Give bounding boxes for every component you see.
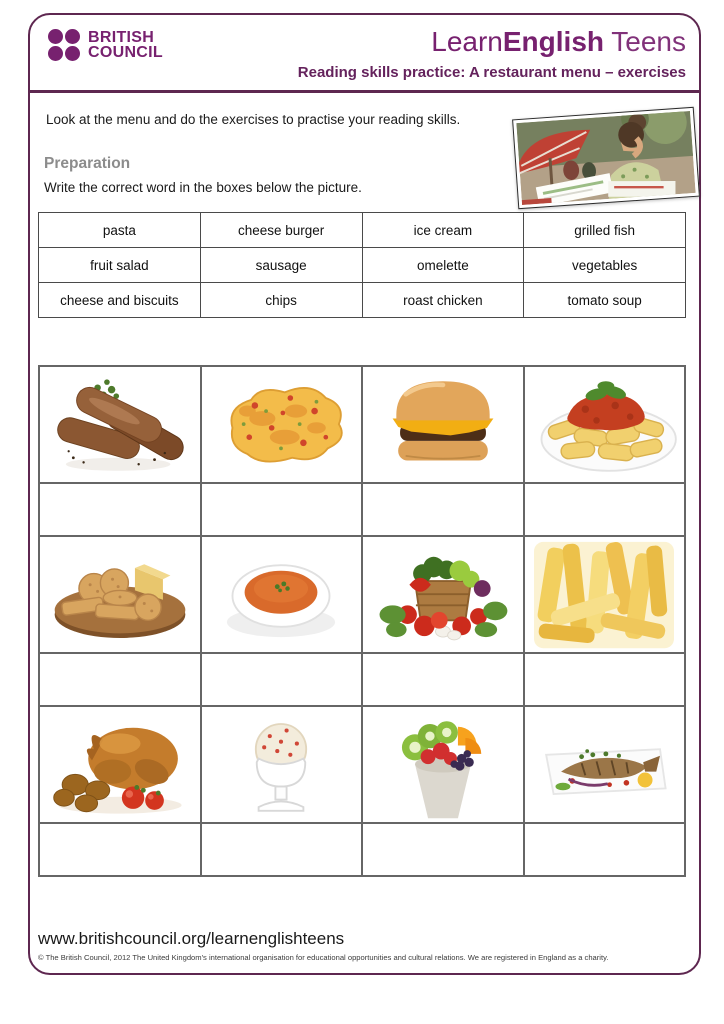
brand-english: English <box>502 26 604 57</box>
food-image-cell <box>524 706 686 823</box>
image-row <box>39 366 685 483</box>
cafe-photo <box>512 107 700 209</box>
omelette-image <box>206 370 356 482</box>
answer-box[interactable] <box>201 483 363 536</box>
logo-line-2: COUNCIL <box>88 44 163 61</box>
food-image-cell <box>524 536 686 653</box>
word-table <box>38 212 686 318</box>
word-cell: fruit salad <box>39 248 201 283</box>
food-image-cell <box>201 706 363 823</box>
answer-row <box>39 483 685 536</box>
food-image-cell <box>39 536 201 653</box>
word-cell: cheese burger <box>200 213 362 248</box>
cheese-burger-image <box>368 370 518 482</box>
food-image-cell <box>362 536 524 653</box>
chips-image <box>529 540 679 652</box>
food-image-cell <box>39 706 201 823</box>
word-cell: pasta <box>39 213 201 248</box>
grilled-fish-image <box>529 710 679 822</box>
word-table-row <box>39 213 686 248</box>
answer-box[interactable] <box>362 653 524 706</box>
preparation-instruction: Write the correct word in the boxes below the picture. <box>44 180 362 195</box>
ice-cream-image <box>206 710 356 822</box>
word-cell: chips <box>200 283 362 318</box>
answer-box[interactable] <box>362 483 524 536</box>
fruit-salad-image <box>368 710 518 822</box>
worksheet-title: Reading skills practice: A restaurant menu – exercises <box>297 64 686 81</box>
word-cell: roast chicken <box>362 283 524 318</box>
british-council-logo <box>48 29 163 61</box>
cheese-and-biscuits-image <box>45 540 195 652</box>
answer-box[interactable] <box>39 823 201 876</box>
food-image-cell <box>201 536 363 653</box>
word-cell: omelette <box>362 248 524 283</box>
footer-url: www.britishcouncil.org/learnenglishteens <box>38 929 345 948</box>
answer-box[interactable] <box>39 483 201 536</box>
answer-box[interactable] <box>524 823 686 876</box>
answer-box[interactable] <box>201 653 363 706</box>
preparation-heading: Preparation <box>44 155 131 172</box>
word-cell: sausage <box>200 248 362 283</box>
word-table-row <box>39 248 686 283</box>
word-cell: vegetables <box>524 248 686 283</box>
tomato-soup-image <box>206 540 356 652</box>
food-image-cell <box>524 366 686 483</box>
learnenglish-teens-logo <box>431 26 686 58</box>
answer-box[interactable] <box>524 483 686 536</box>
image-row <box>39 706 685 823</box>
word-cell: cheese and biscuits <box>39 283 201 318</box>
picture-grid <box>38 365 686 877</box>
word-cell: ice cream <box>362 213 524 248</box>
cafe-photo-art <box>516 111 695 205</box>
word-cell: tomato soup <box>524 283 686 318</box>
sausage-image <box>45 370 195 482</box>
intro-text: Look at the menu and do the exercises to practise your reading skills. <box>46 112 461 127</box>
food-image-cell <box>362 706 524 823</box>
brand-teens: Teens <box>604 26 686 57</box>
vegetables-image <box>368 540 518 652</box>
footer-copyright: © The British Council, 2012 The United Kingdom's international organisation for educational opportunities and cultural relations. We are registered in England as a charity. <box>38 953 609 962</box>
header-divider <box>29 90 700 93</box>
roast-chicken-image <box>45 710 195 822</box>
british-council-wordmark <box>88 29 163 60</box>
food-image-cell <box>39 366 201 483</box>
image-row <box>39 536 685 653</box>
brand-learn: Learn <box>431 26 503 57</box>
answer-row <box>39 653 685 706</box>
answer-box[interactable] <box>201 823 363 876</box>
logo-line-1: BRITISH <box>88 29 155 46</box>
answer-box[interactable] <box>39 653 201 706</box>
answer-box[interactable] <box>524 653 686 706</box>
food-image-cell <box>362 366 524 483</box>
pasta-image <box>529 370 679 482</box>
british-council-dots-icon <box>48 29 81 61</box>
answer-box[interactable] <box>362 823 524 876</box>
word-table-row <box>39 283 686 318</box>
food-image-cell <box>201 366 363 483</box>
word-cell: grilled fish <box>524 213 686 248</box>
answer-row <box>39 823 685 876</box>
